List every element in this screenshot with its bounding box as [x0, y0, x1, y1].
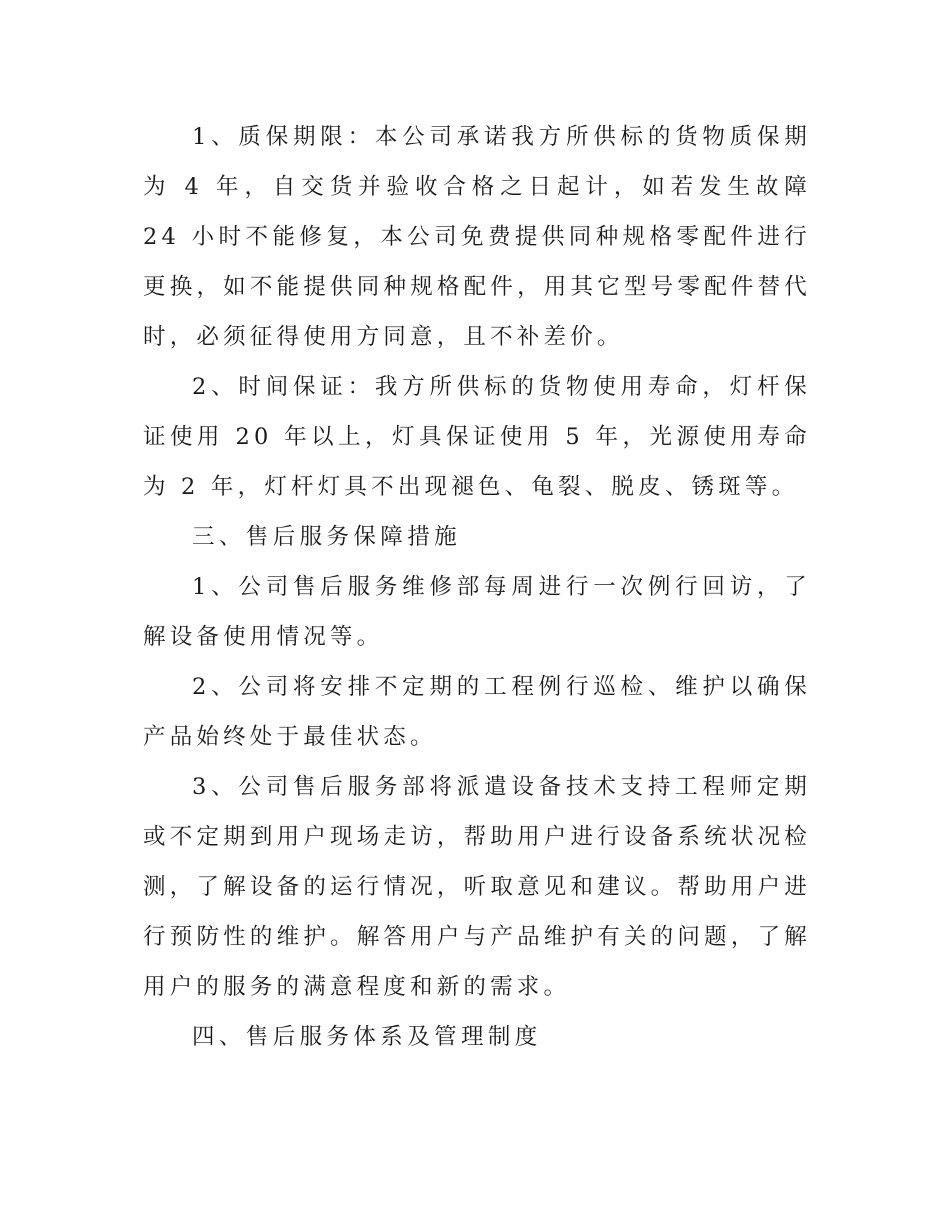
paragraph-warranty-period: 1、质保期限：本公司承诺我方所供标的货物质保期为 4 年，自交货并验收合格之日起计，如若发生故障 24 小时不能修复，本公司免费提供同种规格零配件进行更换，如不能提供同种规格配件，用其它型号零配件替代时，必须征得使用方同意，且不补差价。 [143, 124, 811, 350]
paragraph-engineer-visit: 3、公司售后服务部将派遣设备技术支持工程师定期或不定期到用户现场走访，帮助用户进行设备系统状况检测，了解设备的运行情况，听取意见和建议。帮助用户进行预防性的维护。解答用户与产品维护有关的问题，了解用户的服务的满意程度和新的需求。 [143, 774, 811, 1000]
document-body [143, 112, 811, 1062]
paragraph-weekly-visit: 1、公司售后服务维修部每周进行一次例行回访，了解设备使用情况等。 [143, 574, 811, 650]
section-heading-after-sales-measures: 三、售后服务保障措施 [192, 524, 462, 550]
section-heading-service-system: 四、售后服务体系及管理制度 [192, 1024, 542, 1050]
paragraph-time-guarantee: 2、时间保证：我方所供标的货物使用寿命，灯杆保证使用 20 年以上，灯具保证使用 5 年，光源使用寿命为 2 年，灯杆灯具不出现褪色、龟裂、脱皮、锈斑等。 [143, 374, 811, 500]
paragraph-inspection: 2、公司将安排不定期的工程例行巡检、维护以确保产品始终处于最佳状态。 [143, 674, 811, 750]
